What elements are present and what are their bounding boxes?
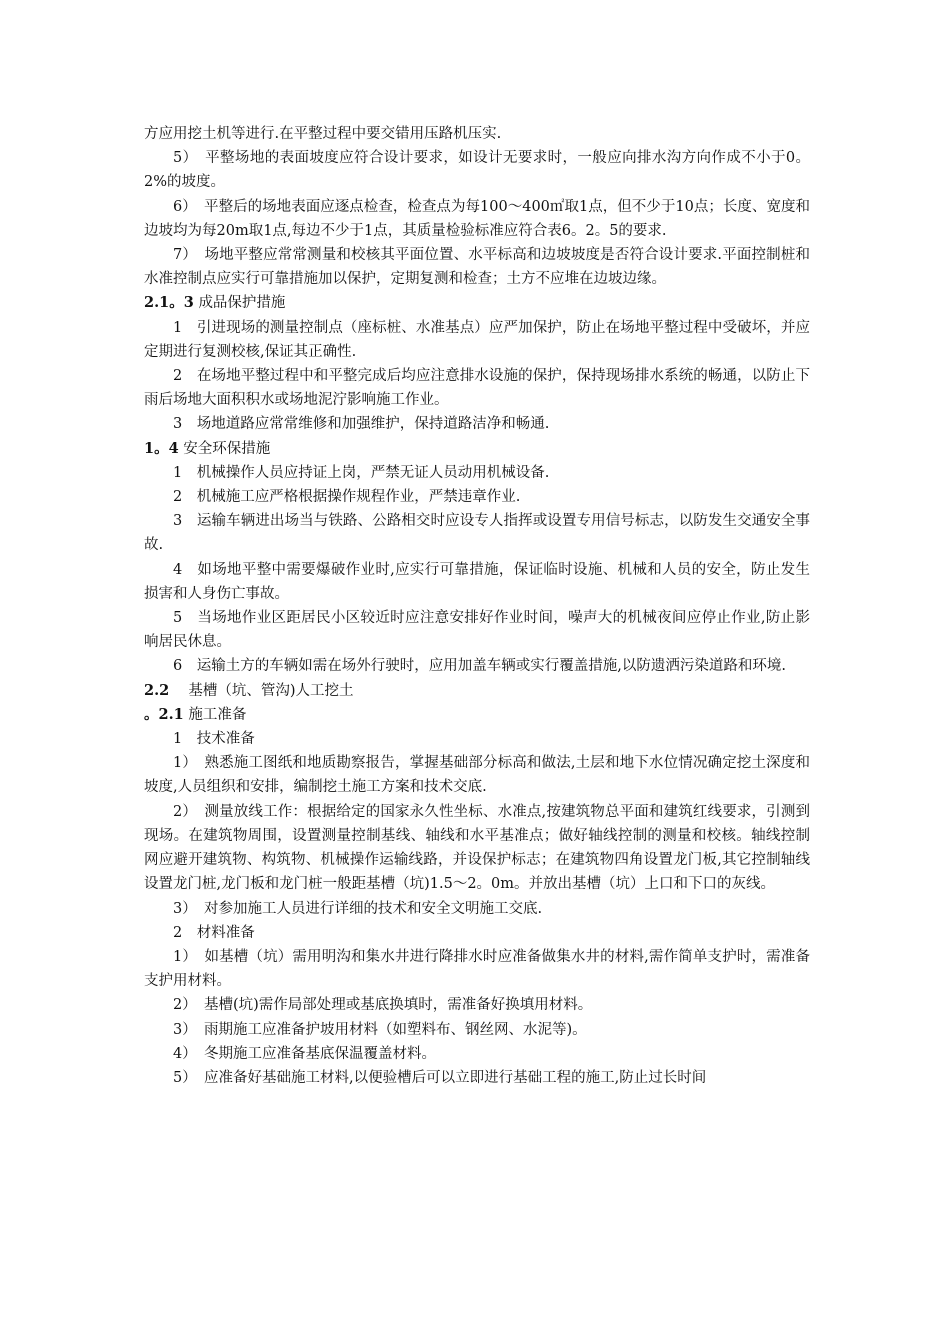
section-number: 1。4 (144, 439, 179, 457)
paragraph: 2 在场地平整过程中和平整完成后均应注意排水设施的保护，保持现场排水系统的畅通，以防止下雨后场地大面积积水或场地泥泞影响施工作业。 (144, 368, 810, 409)
paragraph: 4 如场地平整中需要爆破作业时,应实行可靠措施，保证临时设施、机械和人员的安全，防止发生损害和人身伤亡事故。 (144, 561, 810, 602)
paragraph: 4） 冬期施工应准备基底保温覆盖材料。 (173, 1045, 436, 1062)
paragraph: 5） 平整场地的表面坡度应符合设计要求，如设计无要求时，一般应向排水沟方向作成不小于0。2%的坡度。 (144, 150, 810, 191)
section-heading (144, 679, 810, 703)
paragraph: 1） 如基槽（坑）需用明沟和集水井进行降排水时应准备做集水井的材料,需作简单支护时，需准备支护用材料。 (144, 948, 810, 990)
section-title: 基槽（坑、管沟)人工挖土 (173, 682, 354, 699)
section-title: 安全环保措施 (183, 440, 271, 457)
paragraph: 3 场地道路应常常维修和加强维护，保持道路洁净和畅通. (173, 416, 550, 433)
paragraph: 2） 基槽(坑)需作局部处理或基底换填时，需准备好换填用材料。 (173, 997, 593, 1014)
paragraph: 5） 应准备好基础施工材料,以便验槽后可以立即进行基础工程的施工,防止过长时间 (173, 1069, 707, 1086)
section-title: 成品保护措施 (198, 295, 286, 312)
paragraph: 3） 对参加施工人员进行详细的技术和安全文明施工交底. (173, 900, 543, 917)
section-number: 。2.1 (144, 705, 184, 723)
section-heading (144, 703, 810, 727)
paragraph: 2 机械施工应严格根据操作规程作业，严禁违章作业. (173, 489, 521, 506)
paragraph: 5 当场地作业区距居民小区较近时应注意安排好作业时间，噪声大的机械夜间应停止作业,防止影响居民休息。 (144, 610, 810, 651)
section-heading (144, 291, 810, 315)
section-title: 施工准备 (188, 706, 247, 723)
paragraph: 方应用挖土机等进行.在平整过程中要交错用压路机压实. (144, 126, 502, 142)
paragraph: 2 材料准备 (173, 924, 255, 941)
paragraph: 7） 场地平整应常常测量和校核其平面位置、水平标高和边坡坡度是否符合设计要求.平面控制桩和水准控制点应实行可靠措施加以保护，定期复测和检查；土方不应堆在边坡边缘。 (144, 247, 810, 288)
section-number: 2.2 (144, 681, 170, 699)
document-page (144, 122, 810, 1090)
paragraph: 3） 雨期施工应准备护坡用材料（如塑料布、钢丝网、水泥等)。 (173, 1021, 587, 1038)
paragraph: 1 技术准备 (173, 731, 255, 748)
paragraph: 1 机械操作人员应持证上岗，严禁无证人员动用机械设备. (173, 464, 550, 481)
paragraph: 1 引进现场的测量控制点（座标桩、水准基点）应严加保护，防止在场地平整过程中受破坏，并应定期进行复测校核,保证其正确性. (144, 319, 810, 360)
paragraph: 6 运输土方的车辆如需在场外行驶时，应用加盖车辆或实行覆盖措施,以防遗洒污染道路和环境. (173, 658, 786, 675)
paragraph: 1） 熟悉施工图纸和地质勘察报告，掌握基础部分标高和做法,土层和地下水位情况确定挖土深度和坡度,人员组织和安排，编制挖土施工方案和技术交底. (144, 755, 810, 796)
paragraph: 3 运输车辆进出场当与铁路、公路相交时应设专人指挥或设置专用信号标志，以防发生交通安全事故. (144, 513, 810, 554)
section-number: 2.1。3 (144, 294, 194, 312)
section-heading (144, 437, 810, 461)
paragraph: 2） 测量放线工作：根据给定的国家永久性坐标、水准点,按建筑物总平面和建筑红线要求，引测到现场。在建筑物周围，设置测量控制基线、轴线和水平基准点；做好轴线控制的测量和校核。轴线控制网应避开建筑物、构筑物、机械操作运输线路，并设保护标志；在建筑物四角设置龙门板,其它控制轴线设置龙门桩,龙门板和龙门桩一般距基槽（坑)1.5～2。0m。并放出基槽（坑）上口和下口的灰线。 (144, 803, 810, 893)
paragraph: 6） 平整后的场地表面应逐点检查，检查点为每100～400㎡取1点，但不少于10点；长度、宽度和边坡均为每20m取1点,每边不少于1点，其质量检验标准应符合表6。2。5的要求. (144, 198, 810, 239)
